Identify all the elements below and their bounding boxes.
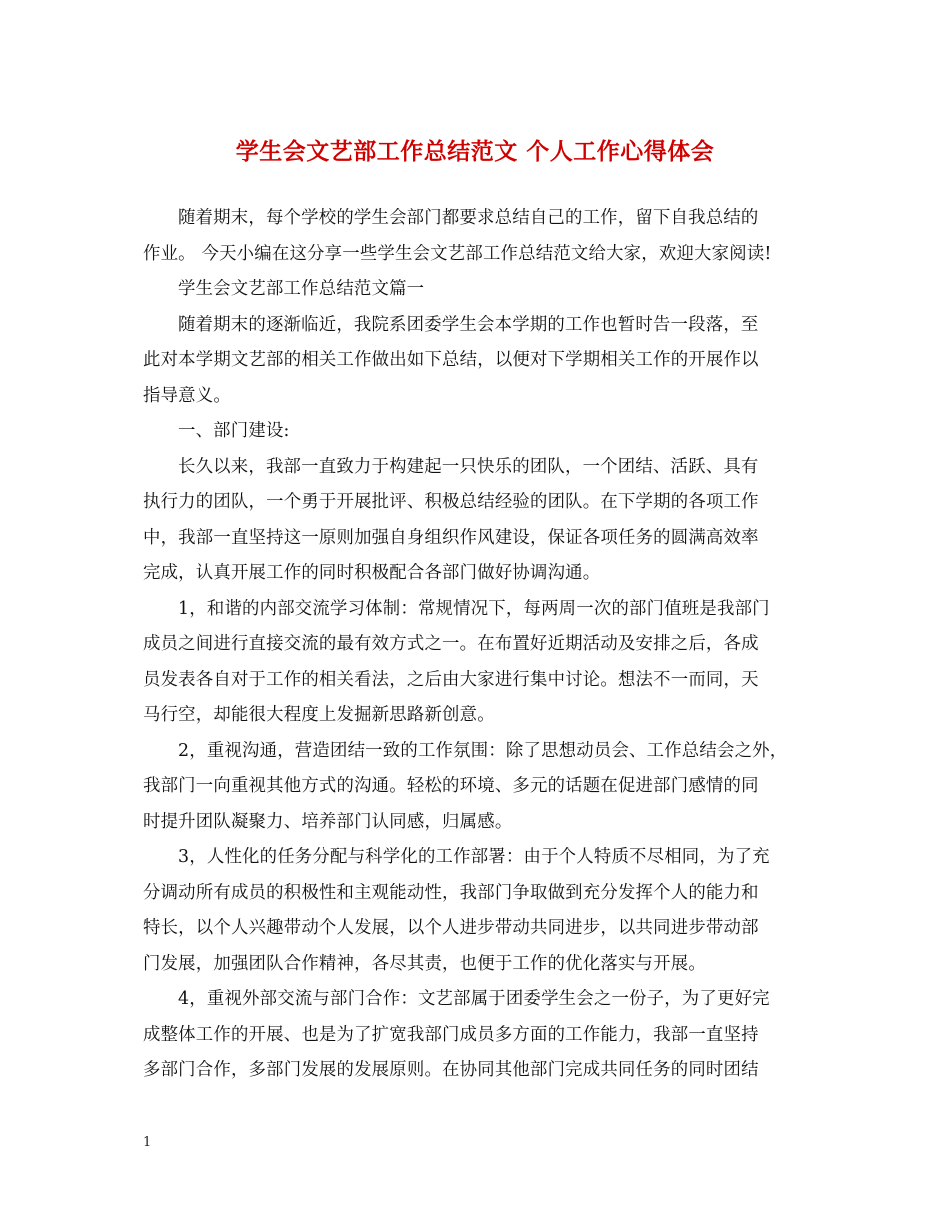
paragraph-line: 成整体工作的开展、也是为了扩宽我部门成员多方面的工作能力，我部一直坚持 xyxy=(143,1025,759,1045)
paragraph-line: 3，人性化的任务分配与科学化的工作部署：由于个人特质不尽相同，为了充 xyxy=(178,847,770,867)
paragraph-line: 作业。 今天小编在这分享一些学生会文艺部工作总结范文给大家，欢迎大家阅读! xyxy=(143,244,772,264)
paragraph-line: 时提升团队凝聚力、培养部门认同感，归属感。 xyxy=(143,812,513,832)
paragraph-line: 多部门合作，多部门发展的发展原则。在协同其他部门完成共同任务的同时团结 xyxy=(143,1060,759,1080)
paragraph-line: 特长，以个人兴趣带动个人发展，以个人进步带动共同进步，以共同进步带动部 xyxy=(143,918,759,938)
paragraph-line: 2，重视沟通，营造团结一致的工作氛围：除了思想动员会、工作总结会之外， xyxy=(178,741,788,761)
page-number: 1 xyxy=(143,1135,152,1150)
paragraph-line: 马行空，却能很大程度上发掘新思路新创意。 xyxy=(143,705,495,725)
paragraph-line: 随着期末，每个学校的学生会部门都要求总结自己的工作，留下自我总结的 xyxy=(178,208,759,228)
paragraph-line: 长久以来，我部一直致力于构建起一只快乐的团队，一个团结、活跃、具有 xyxy=(178,457,759,477)
paragraph-line: 成员之间进行直接交流的最有效方式之一。在布置好近期活动及安排之后，各成 xyxy=(143,634,759,654)
paragraph-line: 随着期末的逐渐临近，我院系团委学生会本学期的工作也暂时告一段落，至 xyxy=(178,315,759,335)
paragraph-line: 1，和谐的内部交流学习体制：常规情况下，每两周一次的部门值班是我部门 xyxy=(178,599,770,619)
paragraph-line: 门发展，加强团队合作精神，各尽其责，也便于工作的优化落实与开展。 xyxy=(143,954,706,974)
paragraph-line: 完成，认真开展工作的同时积极配合各部门做好协调沟通。 xyxy=(143,563,601,583)
paragraph-line: 指导意义。 xyxy=(143,386,231,406)
paragraph-line: 4，重视外部交流与部门合作：文艺部属于团委学生会之一份子，为了更好完 xyxy=(178,989,770,1009)
document-title: 学生会文艺部工作总结范文 个人工作心得体会 xyxy=(235,138,715,165)
section-heading: 一、部门建设: xyxy=(178,421,290,441)
paragraph-line: 中，我部一直坚持这一原则加强自身组织作风建设，保证各项任务的圆满高效率 xyxy=(143,528,759,548)
paragraph-line: 我部门一向重视其他方式的沟通。轻松的环境、多元的话题在促进部门感情的同 xyxy=(143,776,759,796)
paragraph-line: 员发表各自对于工作的相关看法，之后由大家进行集中讨论。想法不一而同，天 xyxy=(143,670,759,690)
paragraph-line: 此对本学期文艺部的相关工作做出如下总结，以便对下学期相关工作的开展作以 xyxy=(143,350,759,370)
paragraph-line: 分调动所有成员的积极性和主观能动性，我部门争取做到充分发挥个人的能力和 xyxy=(143,883,759,903)
section-heading: 学生会文艺部工作总结范文篇一 xyxy=(178,279,425,299)
paragraph-line: 执行力的团队，一个勇于开展批评、积极总结经验的团队。在下学期的各项工作 xyxy=(143,492,759,512)
